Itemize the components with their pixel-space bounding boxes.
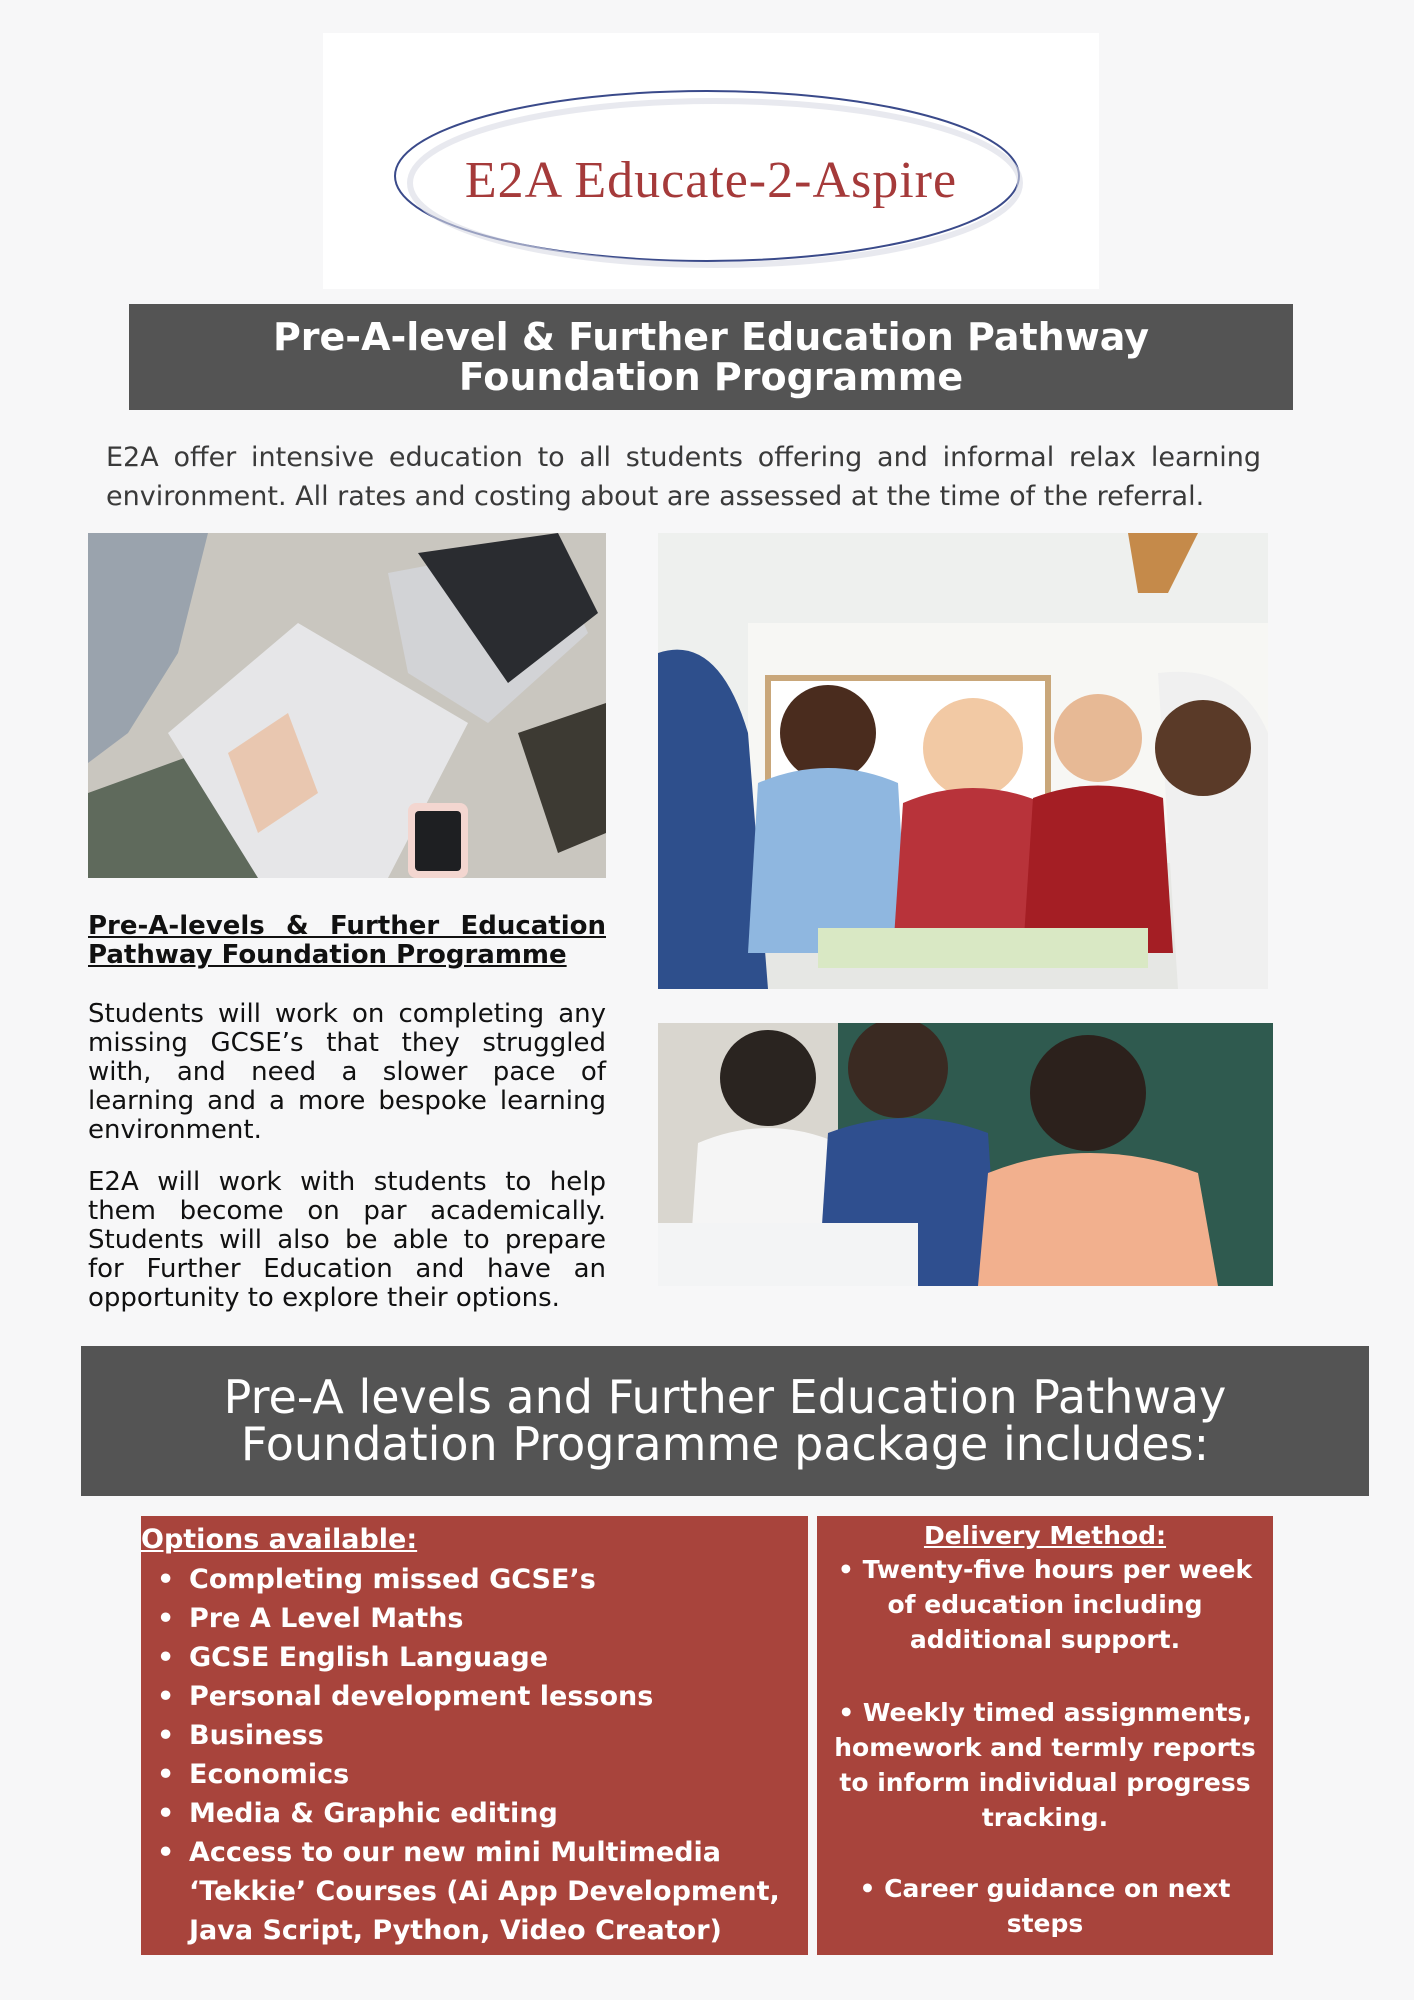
- list-item: • Media & Graphic editing: [189, 1794, 794, 1833]
- group-discussion-photo: [658, 533, 1268, 989]
- body-paragraph: E2A will work with students to help them become on par academically. Students will also be able to prepare for Further Education and have an opportunity to explore their options.: [88, 1167, 606, 1313]
- delivery-item: • Career guidance on next steps: [859, 1874, 1231, 1938]
- list-item: • Economics: [189, 1755, 794, 1794]
- delivery-box: [817, 1516, 1273, 1955]
- section-heading: Pre-A-levels & Further Education Pathway Foundation Programme: [88, 911, 606, 970]
- delivery-item: • Weekly timed assignments, homework and termly reports to inform individual progress tracking.: [834, 1698, 1256, 1832]
- package-banner: Pre-A levels and Further Education Pathway Foundation Programme package includes:: [81, 1346, 1369, 1496]
- page-title: Pre-A-level & Further Education Pathway Foundation Programme: [129, 304, 1293, 410]
- list-item: • Completing missed GCSE’s: [189, 1560, 794, 1599]
- tutor-students-photo: [658, 1023, 1273, 1286]
- options-box: [141, 1516, 808, 1955]
- list-item: • Access to our new mini Multimedia ‘Tekkie’ Courses (Ai App Development, Java Script, Python, Video Creator): [189, 1833, 794, 1950]
- intro-paragraph: E2A offer intensive education to all students offering and informal relax learning environment. All rates and costing about are assessed at the time of the referral.: [106, 442, 1261, 512]
- delivery-heading: Delivery Method:: [923, 1521, 1167, 1550]
- list-item: • Personal development lessons: [189, 1677, 794, 1716]
- laptop-study-photo: [88, 533, 606, 878]
- delivery-item: • Twenty-five hours per week of education including additional support.: [837, 1555, 1253, 1654]
- list-item: • GCSE English Language: [189, 1638, 794, 1677]
- logo: [323, 33, 1099, 289]
- options-heading: Options available:: [141, 1524, 418, 1555]
- options-list: [189, 1560, 794, 1950]
- body-paragraph: Students will work on completing any missing GCSE’s that they struggled with, and need a slower pace of learning and a more bespoke learning environment.: [88, 999, 606, 1145]
- list-item: • Business: [189, 1716, 794, 1755]
- logo-text: E2A Educate-2-Aspire: [464, 152, 958, 209]
- list-item: • Pre A Level Maths: [189, 1599, 794, 1638]
